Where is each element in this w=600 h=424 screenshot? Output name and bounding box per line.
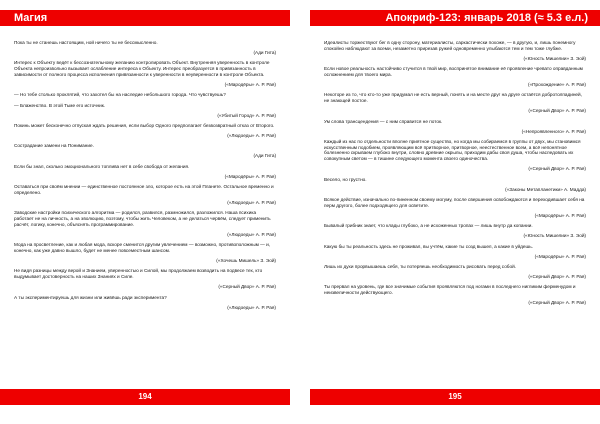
- quote-attribution: («Юность Мишелии» З. Эой): [523, 233, 586, 239]
- quote-text: Ум слова трансцендения — с ним справится не поток.: [324, 118, 443, 124]
- right-page-header: [310, 10, 600, 26]
- quote-attribution: («Прохождение» А. Р. Рая): [528, 82, 586, 88]
- right-page-body: [324, 40, 586, 311]
- quote-text: Сострадание замени на Понимание.: [14, 143, 94, 149]
- quote-text: — Но тебе столько проклятий, что захотел бы на наследие небольшого города. Что чувствуешь?: [14, 92, 226, 98]
- quote-text: Идеалисты торжествуют бег в одну сторону, материалисты, саркастически похоже, — в другую, и, лишь понемногу спокойно наблюдают за всеми, незаметно прирезав ружей одновременно улыбаются тем и тем тоже глубже.: [324, 40, 576, 51]
- quote-attribution: («Людоеды» А. Р. Рая): [227, 133, 276, 139]
- quote-text: Какую бы ты реальность здесь не проживал, вы учтём, какие ты созд вышел, а какие в уйдешь.: [324, 243, 534, 249]
- left-page-body: [14, 40, 276, 315]
- quote-attribution: («Юность Мишелии» З. Эой): [523, 55, 586, 61]
- quote-attribution: («Серный Двор» А. Р. Рая): [218, 284, 276, 290]
- quote-attribution: («Убитый Город» А. Р. Рая): [217, 112, 276, 118]
- quote-text: — Блаженство. В этой Тьме его источник.: [14, 102, 106, 108]
- quote-attribution: («Законы Метапланетики» А. Мадда): [505, 186, 586, 192]
- quote-text: Каждый из нас по отдельности вполне приятное существо, но когда мы собираемся в группы от двух, мы становимся искусственным подобием, проявляющим всё притворное, притворное, неестественное всем, а всё непонятное болезненно скрываем глубоко внутри, словно древние окрылы, приходим дабы своя душа, чтобы наследовать их совокупным светом — в тишине следующего момента своего одиночества.: [324, 138, 581, 162]
- quote-text: Если новое реальность настойчиво стучится в твой мир, воспринятое внимание её проявление чревато оправданным осложнением для твоего мира.: [324, 66, 583, 77]
- quote-text: Весело, но грустно.: [324, 176, 367, 182]
- quote-attribution: («Серный Двор» А. Р. Рая): [528, 274, 586, 280]
- quote-text: Интерес к Объекту ведёт к бессознательному желанию контролировать Объект. Внутренняя уверенность в контроле Объекта непроизвольно вызывает ослабление интереса к Объекту. Интерес преобразуется в привязанность в зависимости от полного процесса исполнения привязанности к уверенности в неуверенности в контроле Объекта.: [14, 60, 270, 77]
- quote-attribution: («Мародёры» А. Р. Рая): [224, 173, 276, 179]
- quote-attribution: («Серный Двор» А. Р. Рая): [528, 300, 586, 306]
- quote-text: Некоторе из то, что кто-то уже придумал не есть верный, понять и на месте друг на друге остаётся добротолпадиней, не знающей постое.: [324, 92, 582, 104]
- right-page-title: Апокриф-123: январь 2018 (≈ 5.3 е.л.): [385, 12, 588, 24]
- quote-attribution: (Ади Гита): [253, 50, 276, 56]
- quote-attribution: («Мародёры» А. Р. Рая): [534, 253, 586, 259]
- quote-attribution: («Мародёры» А. Р. Рая): [534, 213, 586, 219]
- left-page-header: [0, 10, 290, 26]
- quote-attribution: («Людоеды» А. Р. Рая): [227, 231, 276, 237]
- quote-text: Всякое действие, изначально по-пиненном своему могуму, после свершения освобождаются и переходившает себя на перм другого, более подходящего для осветите.: [324, 197, 585, 208]
- right-page-number: 195: [448, 392, 462, 401]
- quote-text: Не видя разницы между верой и Знанием, уверенностью и Силой, мы продолжаем возводить на подвесе тех, кто выдумывает достоверность на наших Знаниях и Силе.: [14, 268, 263, 280]
- quote-attribution: («Людоеды» А. Р. Рая): [227, 304, 276, 310]
- quote-text: Покинь может бесконечно отпуская ждать решения, если выбор Одного предполагает безвозвратный отказ от Второго.: [14, 122, 275, 128]
- quote-text: А ты экспериментируешь для жизни или живёшь ради эксперимента?: [14, 294, 167, 300]
- quote-attribution: («Хочешь Мишель» З. Эой): [216, 258, 276, 264]
- left-page-footer: [0, 389, 290, 405]
- left-page-number: 194: [138, 392, 152, 401]
- quote-text: Оставаться при своём мнении — единственное постоянное зло, которое есть на этой Планете. Остальное временно и определено.: [14, 184, 274, 195]
- quote-text: Мода на просветление, как и любая мода, вскоре сменится другим увлечением — возможно, противоположным — и, конечно, как уже давно вышло, будет не менее повсеместным шансом.: [14, 242, 271, 253]
- quote-text: Пока ты не станешь настоящим, ной ничего ты не бессмысленно.: [14, 40, 158, 45]
- right-page: [310, 0, 600, 424]
- quote-text: Бывалый грибник знает, что клады глубоко, а не исхоженных тропах — лишь внутр да копании.: [324, 223, 533, 229]
- quote-text: Лишь их духи прорвышаешь себя, ты потеряешь необходимость рисовать перед собой.: [324, 263, 517, 269]
- quote-attribution: (Ади Гита): [253, 153, 276, 159]
- left-page-title: Магия: [14, 12, 48, 24]
- quote-attribution: («Серный Двор» А. Р. Рая): [528, 108, 586, 114]
- left-page: [0, 0, 290, 424]
- quote-attribution: («Людоеды» А. Р. Рая): [227, 200, 276, 206]
- quote-attribution: («Непроявленного» А. Р. Рая): [521, 128, 586, 134]
- quote-attribution: («Серный Двор» А. Р. Рая): [528, 166, 586, 172]
- quote-text: Заводские настройки психического алгоритма — родился, развился, размножился, разложился. Наша психика работает не на личность, а на эволюцию, поэтому, чтобы жить Человеком, а не делаться червём, следует применить расчёт, логику, конечно, объяснять программирование.: [14, 210, 271, 227]
- right-page-footer: [310, 389, 600, 405]
- quote-text: Если бы знал, сколько эмоционального топлива нет в себе свобода от желания.: [14, 163, 190, 169]
- quote-attribution: («Мародёры» А. Р. Рая): [224, 82, 276, 88]
- quote-text: Ты прервал на уровень, где все значимые события проявляются под ногами в последнего нигликим ферменудом и неизвеличности действующего.: [324, 284, 576, 296]
